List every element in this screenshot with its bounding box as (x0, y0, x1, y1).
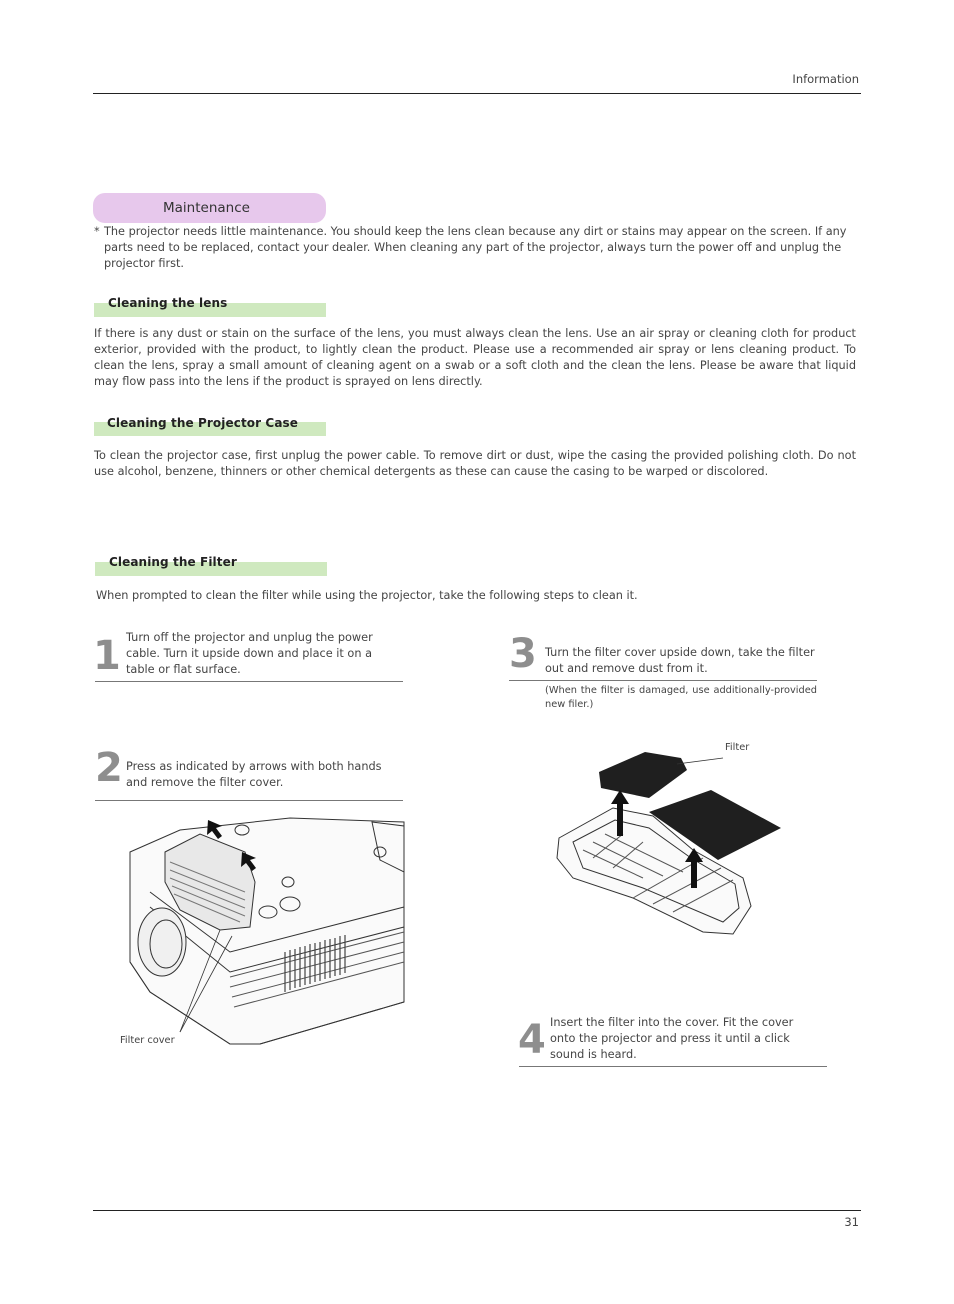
subhead-cleaning-case: Cleaning the Projector Case (107, 416, 299, 430)
paragraph-case: To clean the projector case, first unplug the power cable. To remove dirt or dust, wipe the casing the provided polishing cloth. Do not use alcohol, benzene, thinners or other chemical detergents as these can cause the casing to be warped or discolored. (94, 449, 856, 478)
step-number-1: 1 (93, 633, 121, 679)
step-number-4: 4 (518, 1017, 546, 1063)
step-note-3: (When the filter is damaged, use additionally-provided new filer.) (545, 685, 817, 710)
paragraph-lens: If there is any dust or stain on the surface of the lens, you must always clean the lens. Use an air spray or cleaning cloth for product exterior, provided with the product, to lightly clean the product. Please use a recommended air spray or lens cleaning product. To clean the lens, spray a small amount of cleaning agent on a swab or a soft cloth and the clean the lens. Please be aware that liquid may flow pass into the lens if the product is sprayed on lens directly. (94, 327, 856, 388)
step-text-1: Turn off the projector and unplug the power cable. Turn it upside down and place it on a table or flat surface. (126, 631, 373, 676)
step-rule-1 (95, 681, 403, 682)
subhead-cleaning-lens: Cleaning the lens (108, 296, 228, 310)
step-rule-3 (509, 680, 817, 681)
subhead-cleaning-filter: Cleaning the Filter (109, 555, 237, 569)
step-number-2: 2 (95, 745, 123, 791)
filter-cover-illustration (553, 738, 783, 940)
maintenance-intro (94, 224, 856, 271)
projector-bottom-illustration (110, 812, 406, 1048)
step-rule-4 (519, 1066, 827, 1067)
section-title-maintenance: Maintenance (93, 193, 326, 223)
step-number-3: 3 (509, 631, 537, 677)
footer-rule (93, 1210, 861, 1211)
paragraph-filter-intro: When prompted to clean the filter while using the projector, take the following steps to clean it. (96, 589, 638, 602)
bullet-star: * (94, 225, 100, 238)
running-header: Information (792, 72, 859, 86)
step-text-4: Insert the filter into the cover. Fit the cover onto the projector and press it until a click sound is heard. (550, 1016, 794, 1061)
page-number: 31 (844, 1215, 859, 1229)
maintenance-intro-text: The projector needs little maintenance. You should keep the lens clean because any dirt or stains may appear on the screen. If any parts need to be replaced, contact your dealer. When cleaning any part of the projector, always turn the power off and unplug the projector first. (104, 225, 847, 270)
caption-filter-cover: Filter cover (120, 1035, 175, 1046)
step-rule-2 (95, 800, 403, 801)
step-text-2: Press as indicated by arrows with both hands and remove the filter cover. (126, 760, 382, 789)
step-text-3: Turn the filter cover upside down, take the filter out and remove dust from it. (545, 646, 815, 675)
caption-filter: Filter (725, 742, 750, 753)
header-rule (93, 93, 861, 94)
